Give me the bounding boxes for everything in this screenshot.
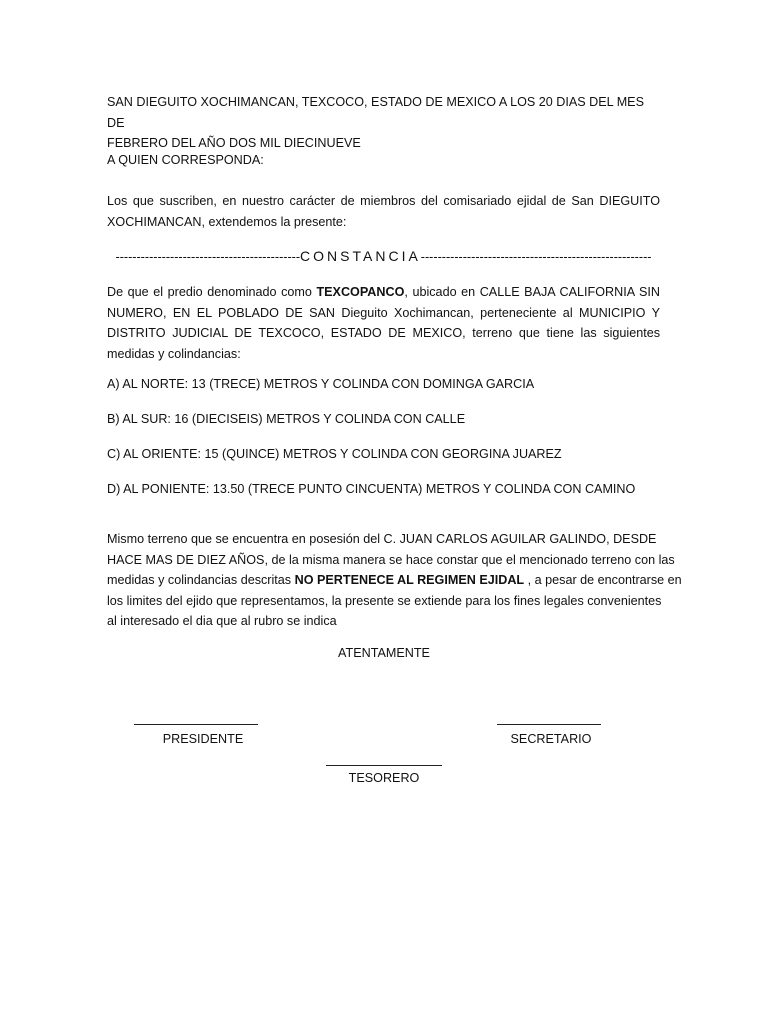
- not-ejidal-statement: NO PERTENECE AL REGIMEN EJIDAL: [294, 573, 525, 587]
- boundary-west: D) AL PONIENTE: 13.50 (TRECE PUNTO CINCUENTA) METROS Y COLINDA CON CAMINO: [107, 482, 636, 496]
- property-text-post: , ubicado en CALLE BAJA CALIFORNIA SIN NUMERO, EN EL POBLADO DE SAN Dieguito Xochimancan, perteneciente al MUNICIPIO Y DISTRITO JUDICIAL DE TEXCOCO, ESTADO DE MEXICO, terreno que tiene las siguientes medidas y colindancias:: [107, 285, 660, 361]
- property-name: TEXCOPANCO: [316, 285, 405, 299]
- heading-line-1: SAN DIEGUITO XOCHIMANCAN, TEXCOCO, ESTADO DE MEXICO A LOS 20 DIAS DEL MES DE: [107, 95, 644, 130]
- intro-paragraph: Los que suscriben, en nuestro carácter de miembros del comisariado ejidal de San DIEGUITO XOCHIMANCAN, extendemos la presente:: [107, 194, 660, 229]
- left-dashes: --------------------------------------------: [115, 250, 301, 264]
- president-signature-line: [134, 724, 258, 725]
- constancia-title-line: [107, 247, 660, 266]
- possession-line-1: Mismo terreno que se encuentra en posesión del C. JUAN CARLOS AGUILAR GALINDO, DESDE: [107, 532, 657, 546]
- secretary-label: SECRETARIO: [510, 732, 592, 746]
- right-dashes: -------------------------------------------------------: [420, 250, 652, 264]
- boundary-east: C) AL ORIENTE: 15 (QUINCE) METROS Y COLINDA CON GEORGINA JUAREZ: [107, 447, 562, 461]
- closing-atentamente: ATENTAMENTE: [338, 646, 430, 660]
- boundary-north: A) AL NORTE: 13 (TRECE) METROS Y COLINDA CON DOMINGA GARCIA: [107, 377, 535, 391]
- possession-line-3-pre: medidas y colindancias descritas: [107, 573, 295, 587]
- secretary-signature-line: [497, 724, 601, 725]
- president-label: PRESIDENTE: [162, 732, 244, 746]
- possession-line-2: HACE MAS DE DIEZ AÑOS, de la misma manera se hace constar que el mencionado terreno con las: [107, 552, 675, 567]
- boundary-south: B) AL SUR: 16 (DIECISEIS) METROS Y COLINDA CON CALLE: [107, 412, 466, 426]
- treasurer-signature-line: [326, 765, 442, 766]
- salutation: A QUIEN CORRESPONDA:: [107, 153, 264, 167]
- possession-line-3-post: , a pesar de encontrarse en: [524, 573, 682, 587]
- treasurer-label: TESORERO: [348, 771, 420, 785]
- property-paragraph: [107, 282, 660, 364]
- place-date-heading: [107, 92, 660, 154]
- possession-paragraph: [107, 529, 687, 632]
- possession-line-5: al interesado el dia que al rubro se indica: [107, 614, 337, 628]
- possession-line-4: los limites del ejido que representamos, la presente se extiende para los fines legales convenientes: [107, 593, 662, 608]
- heading-line-2: FEBRERO DEL AÑO DOS MIL DIECINUEVE: [107, 136, 361, 150]
- property-text-pre: De que el predio denominado como: [107, 285, 317, 299]
- possession-line-3: [107, 570, 687, 591]
- constancia-title: CONSTANCIA: [300, 248, 421, 264]
